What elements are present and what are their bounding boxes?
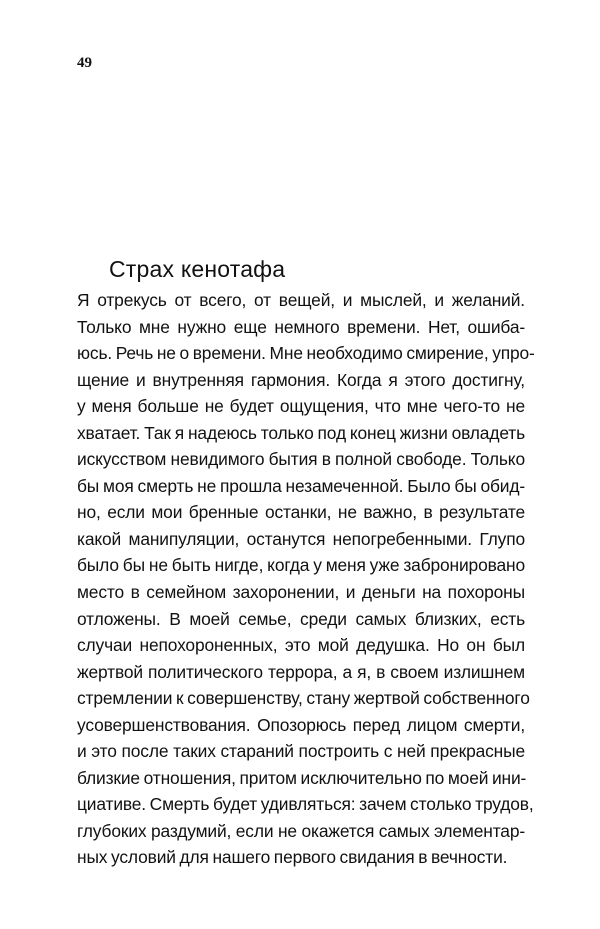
text-line: Я отрекусь от всего, от вещей, и мыслей, и желаний. (77, 290, 525, 310)
text-line: хватает. Так я надеюсь только под конец жизни овладеть (77, 422, 525, 443)
text-line: но, если мои бренные останки, не важно, в результате (77, 502, 525, 523)
text-line: было бы не быть нигде, когда у меня уже забронировано (77, 555, 525, 576)
text-line: случаи непохороненных, это мой дедушка. Но он был (77, 635, 525, 656)
body-paragraph (77, 287, 535, 871)
text-line: у меня больше не будет ощущения, что мне чего-то не (77, 396, 525, 417)
text-line: циативе. Смерть будет удивляться: зачем столько трудов, (77, 794, 534, 815)
text-line: место в семейном захоронении, и деньги на похороны (77, 582, 525, 603)
text-line: глубоких раздумий, если не окажется самых элементар- (77, 820, 525, 841)
text-line: какой манипуляции, останутся непогребенными. Глупо (77, 528, 525, 549)
text-line: щение и внутренняя гармония. Когда я этого достигну, (77, 369, 525, 390)
text-line: усовершенствования. Опозорюсь перед лицом смерти, (77, 714, 525, 735)
text-line: Только мне нужно еще немного времени. Нет, ошиба- (77, 316, 525, 337)
chapter-title: Страх кенотафа (109, 256, 286, 282)
text-line: искусством невидимого бытия в полной свободе. Только (77, 449, 525, 470)
text-line: близкие отношения, притом исключительно по моей ини- (77, 767, 527, 788)
text-line: ных условий для нашего первого свидания в вечности. (77, 847, 508, 868)
text-line: юсь. Речь не о времени. Мне необходимо смирение, упро- (77, 343, 535, 364)
text-line: жертвой политического террора, а я, в своем излишнем (77, 661, 525, 682)
text-line: стремлении к совершенству, стану жертвой собственного (77, 688, 530, 709)
text-line: и это после таких стараний построить с ней прекрасные (77, 741, 525, 762)
text-line: отложены. В моей семье, среди самых близких, есть (77, 608, 525, 629)
text-line: бы моя смерть не прошла незамеченной. Было бы обид- (77, 475, 525, 496)
page-number: 49 (77, 55, 92, 71)
